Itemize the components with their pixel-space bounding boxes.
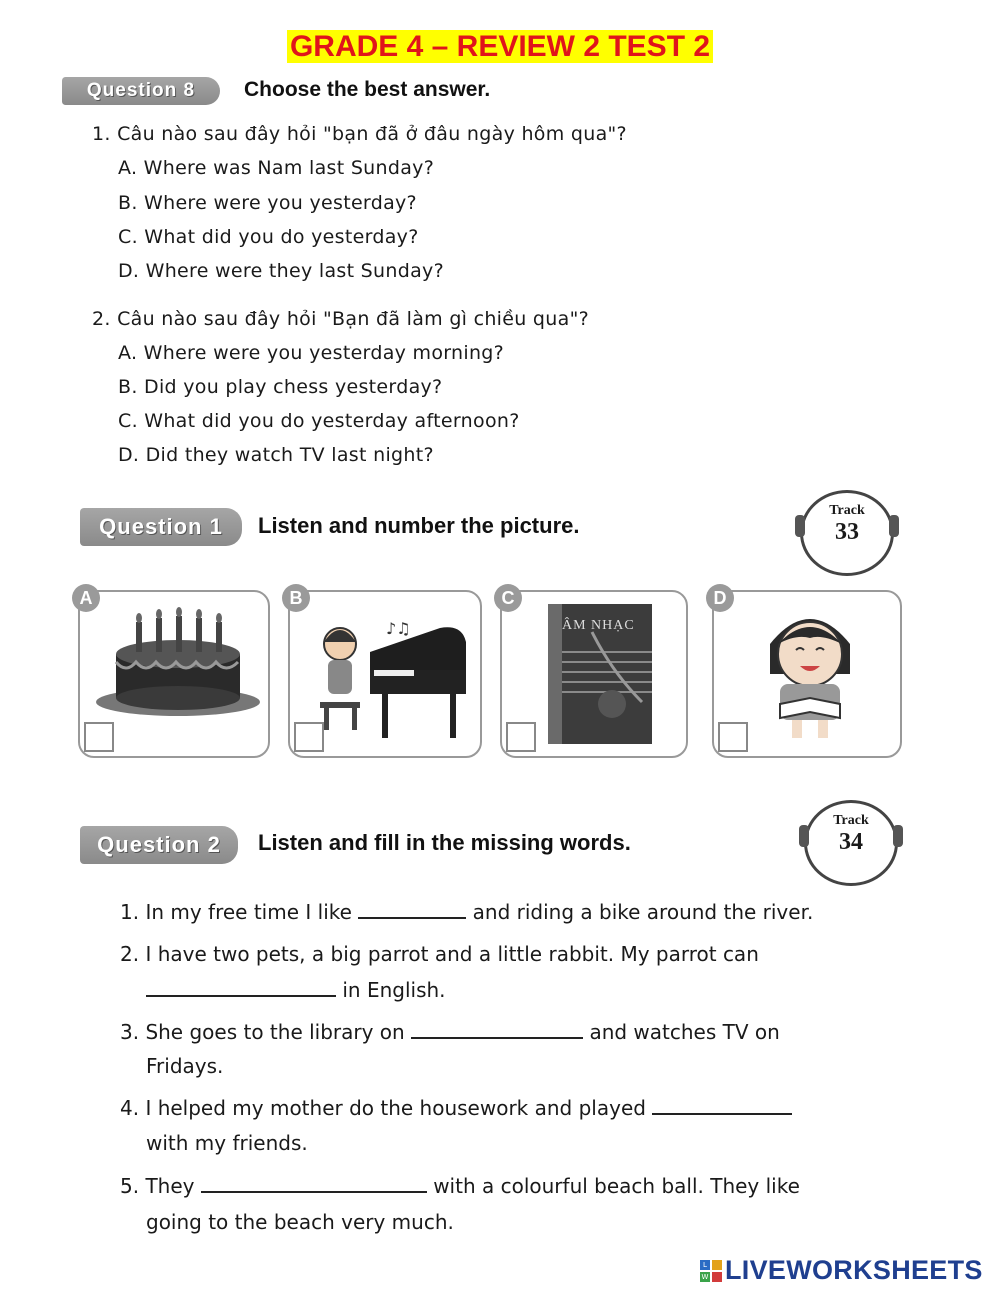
headphone-left-icon — [799, 825, 809, 847]
q8-item-1-option-c[interactable]: C. What did you do yesterday? — [118, 226, 419, 248]
question-2-badge: Question 2 — [80, 826, 238, 864]
answer-box-b[interactable] — [294, 722, 324, 752]
q8-item-2-option-a[interactable]: A. Where were you yesterday morning? — [118, 342, 505, 364]
blank-4[interactable] — [652, 1097, 792, 1115]
question-8-instruction: Choose the best answer. — [244, 78, 491, 101]
music-book-title: ÂM NHẠC — [562, 618, 635, 633]
blank-1[interactable] — [358, 901, 466, 919]
liveworksheets-logo — [700, 1255, 983, 1286]
card-label: C — [494, 584, 522, 612]
picture-card-a — [78, 587, 270, 758]
q8-item-1-option-b[interactable]: B. Where were you yesterday? — [118, 192, 417, 214]
sentence-5-line-2: going to the beach very much. — [146, 1210, 454, 1234]
q8-item-1-option-a[interactable]: A. Where was Nam last Sunday? — [118, 157, 435, 179]
question-1-instruction: Listen and number the picture. — [258, 513, 580, 538]
q8-item-2-option-c[interactable]: C. What did you do yesterday afternoon? — [118, 410, 520, 432]
blank-2[interactable] — [146, 979, 336, 997]
track-label: Track — [833, 813, 869, 828]
picture-card-c — [500, 587, 688, 758]
liveworksheets-brand: LIVEWORKSHEETS — [725, 1255, 983, 1285]
sentence-4-line-1: 4. I helped my mother do the housework and played — [120, 1096, 792, 1120]
picture-card-b — [288, 587, 482, 758]
q8-item-2-option-d[interactable]: D. Did they watch TV last night? — [118, 444, 434, 466]
sentence-2-line-2: in English. — [146, 978, 446, 1002]
liveworksheets-icon: L W — [700, 1260, 722, 1282]
q8-item-1-prompt: 1. Câu nào sau đây hỏi "bạn đã ở đâu ngày hôm qua"? — [92, 123, 627, 145]
page-title: GRADE 4 – REVIEW 2 TEST 2 — [0, 30, 1000, 64]
card-label: A — [72, 584, 100, 612]
picture-card-d — [712, 587, 902, 758]
card-label: D — [706, 584, 734, 612]
sentence-1: 1. In my free time I like and riding a bike around the river. — [120, 900, 814, 924]
track-33-badge[interactable] — [800, 490, 894, 576]
headphone-right-icon — [889, 515, 899, 537]
track-label: Track — [829, 503, 865, 518]
answer-box-a[interactable] — [84, 722, 114, 752]
blank-5[interactable] — [201, 1175, 427, 1193]
track-number: 33 — [835, 519, 859, 545]
q8-item-2-prompt: 2. Câu nào sau đây hỏi "Bạn đã làm gì chiều qua"? — [92, 308, 590, 330]
question-2-instruction: Listen and fill in the missing words. — [258, 830, 631, 855]
track-34-badge[interactable] — [804, 800, 898, 886]
sentence-4-line-2: with my friends. — [146, 1131, 308, 1155]
sentence-5-line-1: 5. They with a colourful beach ball. They like — [120, 1174, 800, 1198]
question-8-badge: Question 8 — [62, 77, 220, 105]
svg-text:♪♫: ♪♫ — [386, 619, 411, 638]
sentence-3-line-2: Fridays. — [146, 1054, 224, 1078]
sentence-3-line-1: 3. She goes to the library on and watches TV on — [120, 1020, 780, 1044]
track-number: 34 — [839, 829, 863, 855]
q8-item-1-option-d[interactable]: D. Where were they last Sunday? — [118, 260, 444, 282]
blank-3[interactable] — [411, 1021, 583, 1039]
sentence-2-line-1: 2. I have two pets, a big parrot and a little rabbit. My parrot can — [120, 942, 759, 966]
answer-box-d[interactable] — [718, 722, 748, 752]
q8-item-2-option-b[interactable]: B. Did you play chess yesterday? — [118, 376, 443, 398]
answer-box-c[interactable] — [506, 722, 536, 752]
headphone-left-icon — [795, 515, 805, 537]
card-label: B — [282, 584, 310, 612]
headphone-right-icon — [893, 825, 903, 847]
question-1-badge: Question 1 — [80, 508, 242, 546]
